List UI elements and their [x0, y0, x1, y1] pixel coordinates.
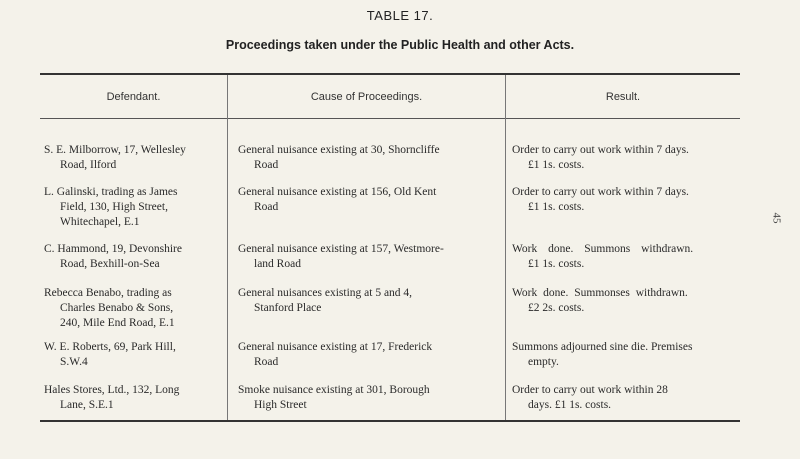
cell-cause	[238, 242, 495, 272]
cell-defendant	[44, 242, 222, 272]
cell-line: £1 1s. costs.	[528, 201, 585, 213]
cell-line: Work done. Summons withdrawn.	[512, 243, 694, 255]
bottom-rule	[40, 420, 740, 422]
cell-line: 240, Mile End Road, E.1	[60, 317, 175, 329]
cell-line: General nuisance existing at 156, Old Kent	[238, 186, 437, 198]
cell-line: S.W.4	[60, 356, 88, 368]
cell-line: Field, 130, High Street,	[60, 201, 168, 213]
cell-cause	[238, 185, 495, 215]
cell-cause	[238, 143, 495, 173]
cell-line: Hales Stores, Ltd., 132, Long	[44, 384, 180, 396]
cell-result	[512, 340, 738, 370]
header-result: Result.	[605, 91, 641, 103]
cell-result	[512, 143, 738, 173]
table-subtitle: Proceedings taken under the Public Health and other Acts.	[225, 38, 575, 52]
column-divider	[505, 75, 506, 420]
cell-line: empty.	[528, 356, 559, 368]
cell-result	[512, 286, 738, 316]
cell-line: Road, Bexhill-on-Sea	[60, 258, 160, 270]
cell-line: L. Galinski, trading as James	[44, 186, 178, 198]
cell-defendant	[44, 340, 222, 370]
cell-line: S. E. Milborrow, 17, Wellesley	[44, 144, 186, 156]
cell-defendant	[44, 143, 222, 173]
cell-line: land Road	[254, 258, 301, 270]
cell-cause	[238, 340, 495, 370]
cell-line: Lane, S.E.1	[60, 399, 114, 411]
cell-result	[512, 383, 738, 413]
cell-line: Summons adjourned sine die. Premises	[512, 341, 693, 353]
page-number: 45	[770, 212, 783, 224]
cell-defendant	[44, 286, 222, 331]
cell-line: General nuisances existing at 5 and 4,	[238, 287, 413, 299]
cell-line: Rebecca Benabo, trading as	[44, 287, 172, 299]
cell-line: Road	[254, 356, 279, 368]
cell-defendant	[44, 185, 222, 230]
cell-line: General nuisance existing at 157, Westmore-	[238, 243, 444, 255]
cell-line: General nuisance existing at 30, Shorncliffe	[238, 144, 440, 156]
cell-result	[512, 242, 738, 272]
cell-result	[512, 185, 738, 215]
header-rule	[40, 118, 740, 119]
cell-line: Order to carry out work within 7 days.	[512, 144, 689, 156]
cell-line: Road	[254, 201, 279, 213]
cell-defendant	[44, 383, 222, 413]
cell-line: Order to carry out work within 28	[512, 384, 668, 396]
header-defendant: Defendant.	[106, 91, 161, 103]
cell-line: Road	[254, 159, 279, 171]
cell-cause	[238, 286, 495, 316]
cell-line: £2 2s. costs.	[528, 302, 585, 314]
cell-line: £1 1s. costs.	[528, 258, 585, 270]
cell-line: C. Hammond, 19, Devonshire	[44, 243, 182, 255]
column-divider	[227, 75, 228, 420]
cell-line: Order to carry out work within 7 days.	[512, 186, 689, 198]
cell-line: W. E. Roberts, 69, Park Hill,	[44, 341, 176, 353]
cell-line: Road, Ilford	[60, 159, 117, 171]
cell-line: Charles Benabo & Sons,	[60, 302, 174, 314]
header-cause: Cause of Proceedings.	[310, 91, 423, 103]
top-rule	[40, 73, 740, 75]
cell-cause	[238, 383, 495, 413]
cell-line: Smoke nuisance existing at 301, Borough	[238, 384, 430, 396]
cell-line: High Street	[254, 399, 307, 411]
cell-line: days. £1 1s. costs.	[528, 399, 612, 411]
cell-line: Work done. Summonses withdrawn.	[512, 287, 688, 299]
cell-line: General nuisance existing at 17, Frederick	[238, 341, 433, 353]
table-title: TABLE 17.	[366, 8, 434, 23]
cell-line: Stanford Place	[254, 302, 322, 314]
cell-line: Whitechapel, E.1	[60, 216, 140, 228]
cell-line: £1 1s. costs.	[528, 159, 585, 171]
